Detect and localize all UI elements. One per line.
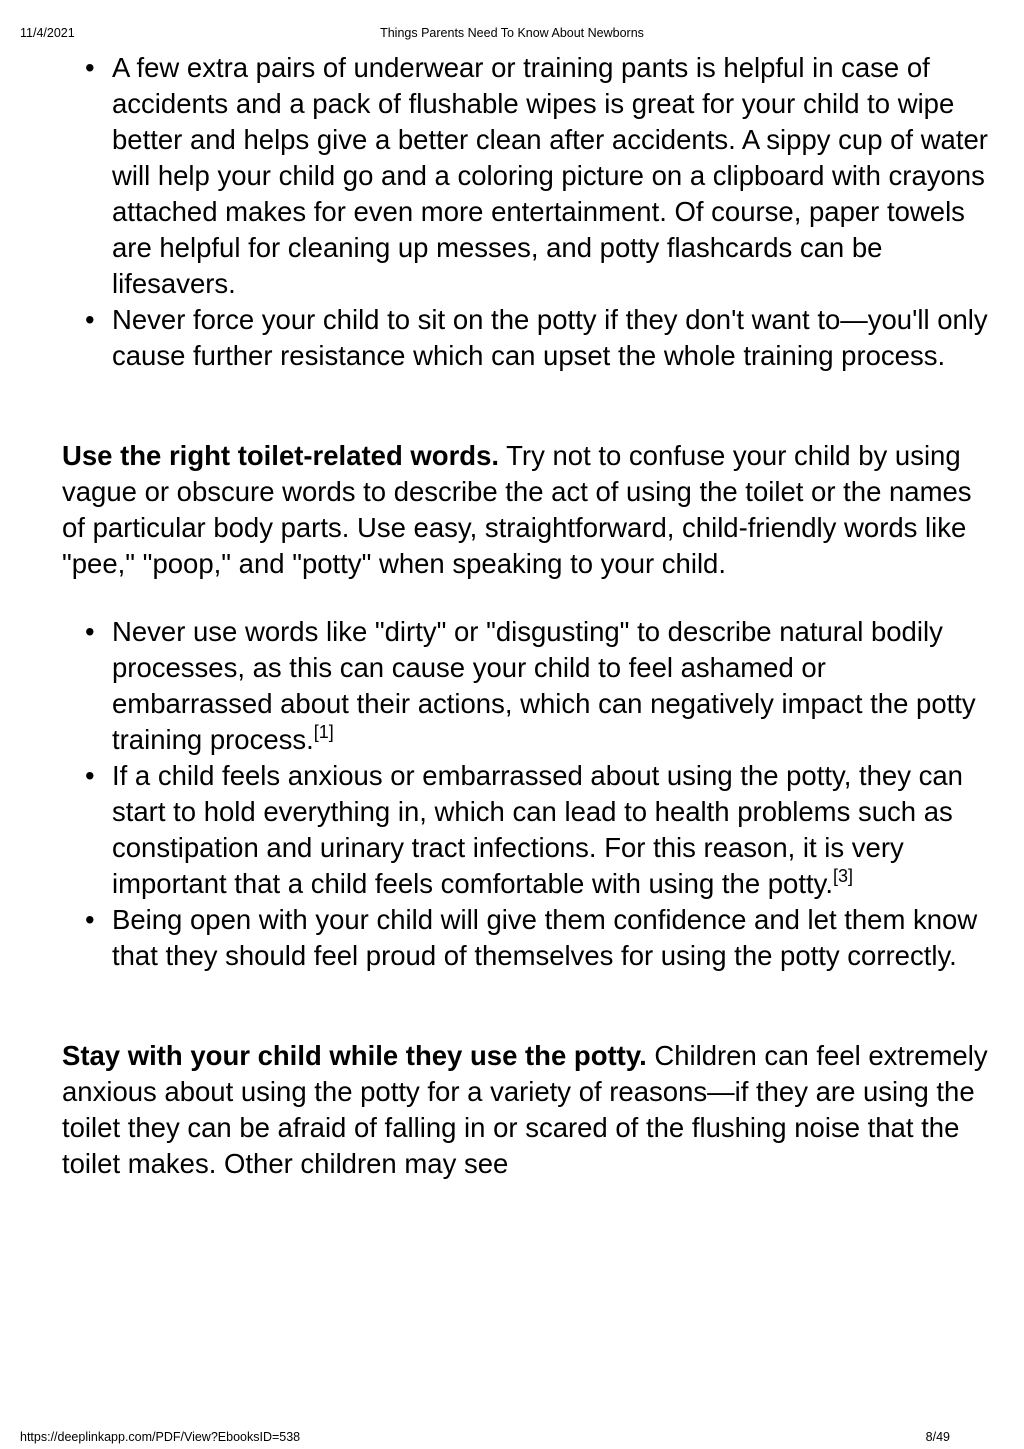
paragraph-heading: Use the right toilet-related words.	[62, 440, 500, 471]
bullet-list-supplies	[62, 50, 992, 374]
bullet-icon: •	[85, 616, 95, 647]
paragraph-body: Children can feel extremely anxious about using the potty for a variety of reasons—if they are using the toilet they can be afraid of falling in or scared of the flushing noise that the toilet makes. Other children may see	[62, 1040, 988, 1179]
citation-link[interactable]: [3]	[832, 866, 853, 886]
paragraph-body: Try not to confuse your child by using vague or obscure words to describe the act of using the toilet or the names of particular body parts. Use easy, straightforward, child-friendly words like "pee," "poop," and "potty" when speaking to your child.	[62, 440, 972, 579]
paragraph-toilet-words	[62, 438, 992, 582]
paragraph-stay-with-child	[62, 1038, 992, 1182]
list-item-text: Never force your child to sit on the potty if they don't want to—you'll only cause further resistance which can upset the whole training process.	[112, 304, 988, 371]
list-item-text: Being open with your child will give them confidence and let them know that they should feel proud of themselves for using the potty correctly.	[112, 904, 978, 971]
document-title: Things Parents Need To Know About Newborns	[380, 26, 644, 40]
bullet-list-words	[62, 614, 992, 974]
list-item	[85, 614, 992, 758]
bullet-icon: •	[85, 760, 95, 791]
citation-link[interactable]: [1]	[313, 722, 334, 742]
source-url[interactable]: https://deeplinkapp.com/PDF/View?EbooksID=538	[20, 1430, 301, 1444]
list-item-text: A few extra pairs of underwear or training pants is helpful in case of accidents and a pack of flushable wipes is great for your child to wipe better and helps give a better clean after accidents. A sippy cup of water will help your child go and a coloring picture on a clipboard with crayons attached makes for even more entertainment. Of course, paper towels are helpful for cleaning up messes, and potty flashcards can be lifesavers.	[112, 52, 988, 299]
list-item	[85, 758, 992, 902]
print-date: 11/4/2021	[20, 26, 75, 40]
list-item	[85, 302, 992, 374]
list-item	[85, 50, 992, 302]
bullet-icon: •	[85, 904, 95, 935]
bullet-icon: •	[85, 304, 95, 335]
list-item-text: Never use words like "dirty" or "disgusting" to describe natural bodily processes, as this can cause your child to feel ashamed or embarrassed about their actions, which can negatively impact the potty training process.	[112, 616, 976, 755]
bullet-icon: •	[85, 52, 95, 83]
list-item-text: If a child feels anxious or embarrassed about using the potty, they can start to hold everything in, which can lead to health problems such as constipation and urinary tract infections. For this reason, it is very important that a child feels comfortable with using the potty.	[112, 760, 963, 899]
paragraph-heading: Stay with your child while they use the potty.	[62, 1040, 647, 1071]
list-item	[85, 902, 992, 974]
page-number: 8/49	[925, 1430, 950, 1444]
page-content	[62, 50, 992, 1182]
